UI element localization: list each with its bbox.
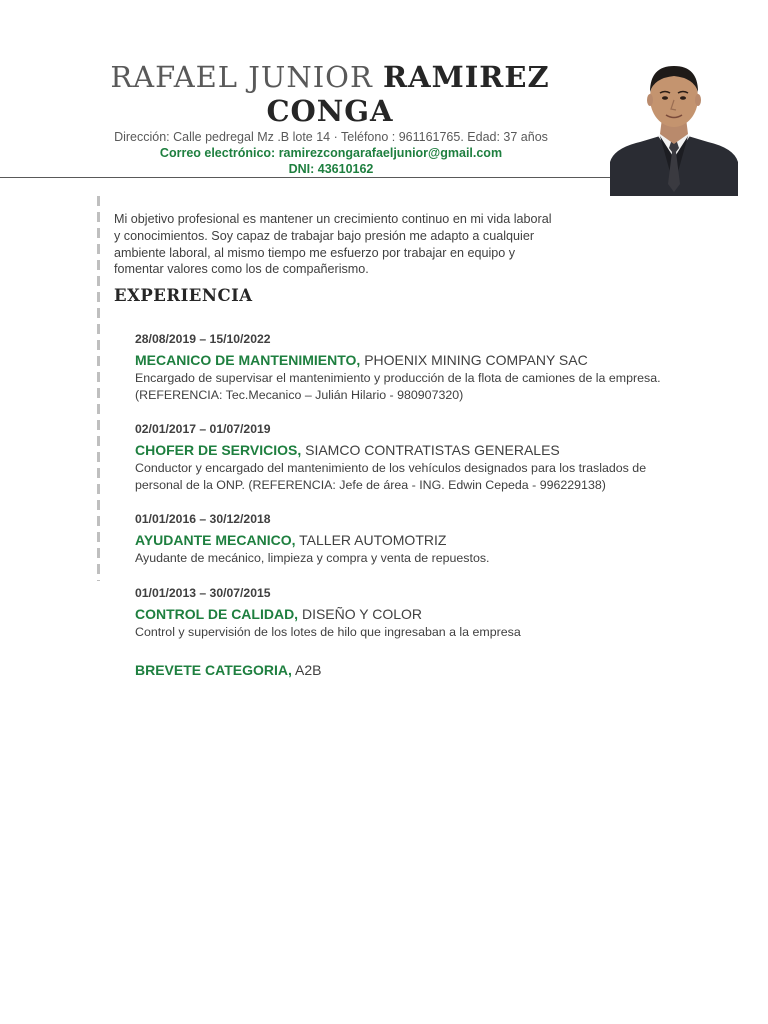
job-role-line (135, 351, 665, 369)
experience-heading: EXPERIENCIA (114, 286, 253, 305)
job-role: CONTROL DE CALIDAD, (135, 606, 299, 622)
job-entry-3 (135, 511, 665, 567)
last-name-2: CONGA (266, 94, 394, 128)
job-role-line (135, 605, 665, 623)
license-value: A2B (295, 662, 322, 678)
license-label: BREVETE CATEGORIA, (135, 662, 292, 678)
job-entry-1 (135, 331, 665, 403)
address-phone-age: Dirección: Calle pedregal Mz .B lote 14 · Teléfono : 961161765. Edad: 37 años (114, 130, 548, 144)
job-description: Conductor y encargado del mantenimiento de los vehículos designados para los traslados de personal de la ONP. (REFERENCIA: Jefe de área - ING. Edwin Cepeda - 996229138) (135, 461, 647, 492)
person-photo-icon (610, 62, 738, 196)
job-company: PHOENIX MINING COMPANY SAC (364, 352, 588, 368)
job-dates: 01/01/2016 – 30/12/2018 (135, 512, 271, 526)
job-description: Control y supervisión de los lotes de hilo que ingresaban a la empresa (135, 625, 521, 639)
job-description: Ayudante de mecánico, limpieza y compra y venta de repuestos. (135, 551, 490, 565)
job-entry-4 (135, 585, 665, 641)
first-names: RAFAEL JUNIOR (110, 60, 373, 94)
job-role: CHOFER DE SERVICIOS, (135, 442, 302, 458)
job-role: AYUDANTE MECANICO, (135, 532, 296, 548)
candidate-name (100, 60, 560, 128)
job-dates: 28/08/2019 – 15/10/2022 (135, 332, 271, 346)
job-role-line (135, 531, 665, 549)
person-photo (610, 62, 738, 196)
job-entry-2 (135, 421, 665, 493)
last-name-1: RAMIREZ (383, 60, 550, 94)
left-accent-bar (97, 196, 100, 581)
job-company: SIAMCO CONTRATISTAS GENERALES (305, 442, 560, 458)
driver-license (135, 661, 321, 679)
job-dates: 01/01/2013 – 30/07/2015 (135, 586, 271, 600)
job-role: MECANICO DE MANTENIMIENTO, (135, 352, 361, 368)
email-line: Correo electrónico: ramirezcongarafaeljunior@gmail.com (159, 146, 503, 160)
job-company: TALLER AUTOMOTRIZ (299, 532, 447, 548)
job-description: Encargado de supervisar el mantenimiento y producción de la flota de camiones de la empresa. (REFERENCIA: Tec.Mecanico – Julián Hilario - 980907320) (135, 371, 661, 402)
job-dates: 02/01/2017 – 01/07/2019 (135, 422, 271, 436)
header-divider (0, 177, 612, 178)
job-company: DISEÑO Y COLOR (301, 606, 423, 622)
job-role-line (135, 441, 665, 459)
professional-objective: Mi objetivo profesional es mantener un crecimiento continuo en mi vida laboral y conocimientos. Soy capaz de trabajar bajo presión me adapto a cualquier ambiente laboral, al mismo tiempo me esfuerzo por trabajar en equipo y fomentar valores como los de compañerismo. (114, 212, 552, 277)
dni-line: DNI: 43610162 (288, 162, 374, 176)
